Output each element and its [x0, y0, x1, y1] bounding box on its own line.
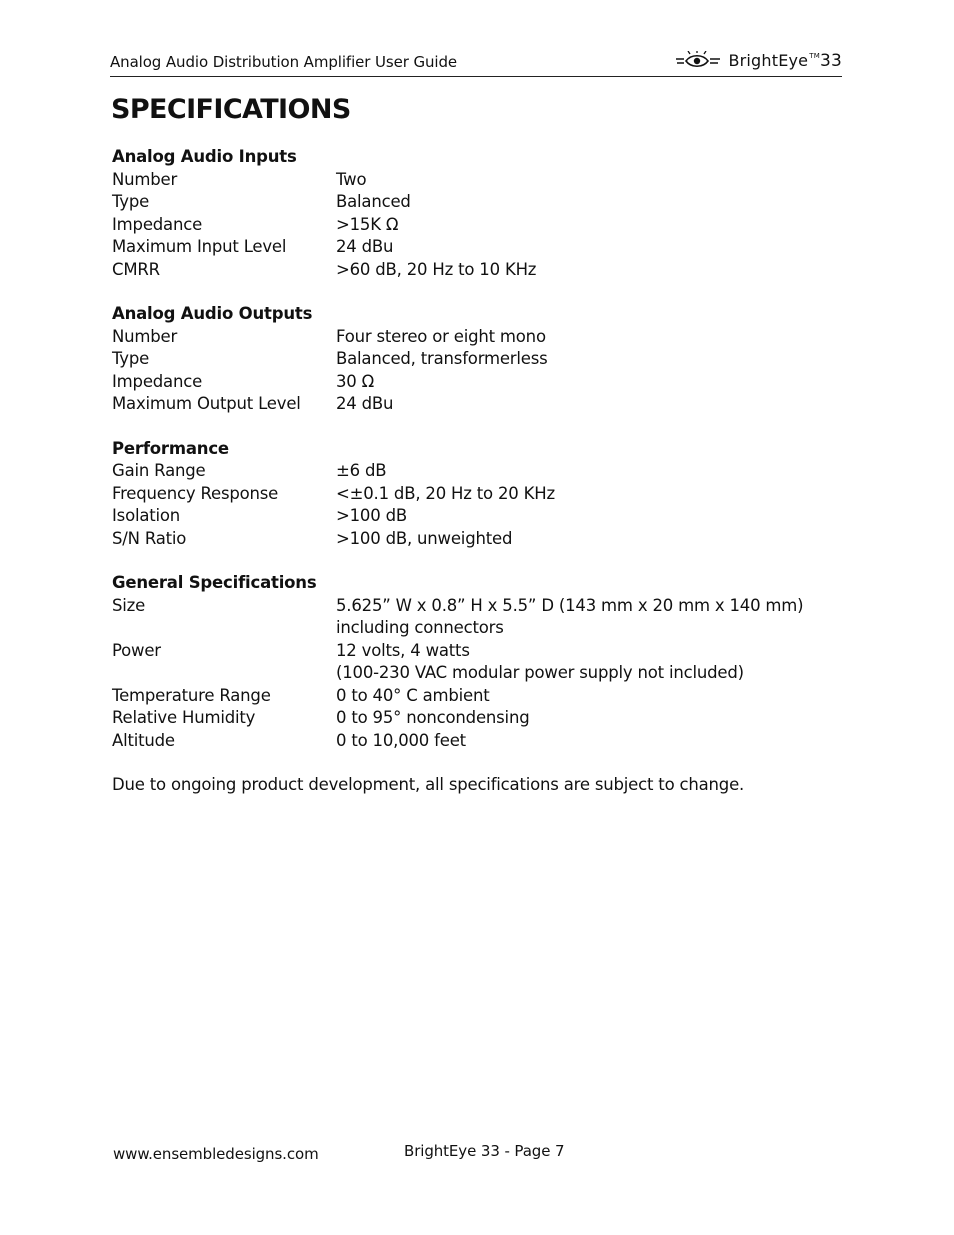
spec-label: Type — [112, 192, 150, 211]
spec-row — [112, 685, 812, 708]
spec-label: Impedance — [112, 214, 203, 234]
spec-row — [112, 483, 812, 506]
spec-label: Relative Humidity — [112, 708, 256, 727]
footer-website: www.ensembledesigns.com — [113, 1145, 319, 1163]
spec-value-line: 0 to 40° C ambient — [336, 685, 490, 705]
spec-row — [112, 707, 812, 730]
spec-label: Maximum Input Level — [112, 237, 287, 256]
spec-section — [112, 303, 812, 416]
section-heading: General Specifications — [112, 573, 317, 592]
spec-value-line: ±6 dB — [336, 461, 387, 480]
spec-row — [112, 505, 812, 528]
spec-row — [112, 169, 812, 192]
page-header — [110, 46, 842, 77]
spec-value — [336, 393, 812, 416]
eye-logo-icon — [674, 51, 722, 71]
spec-value-line: >60 dB, 20 Hz to 10 KHz — [336, 259, 537, 279]
spec-value — [336, 685, 812, 708]
spec-row — [112, 393, 812, 416]
disclaimer-note: Due to ongoing product development, all specifications are subject to change. — [112, 775, 745, 794]
spec-value — [336, 169, 812, 192]
spec-section — [112, 438, 812, 551]
spec-value — [336, 528, 812, 551]
section-heading: Performance — [112, 438, 229, 458]
spec-label: Number — [112, 169, 178, 189]
spec-label: Number — [112, 326, 178, 346]
spec-value — [336, 191, 812, 214]
spec-value — [336, 259, 812, 282]
spec-label: CMRR — [112, 259, 160, 279]
spec-row — [112, 460, 812, 483]
spec-value-line: 30 Ω — [336, 371, 375, 391]
spec-value-line: <±0.1 dB, 20 Hz to 20 KHz — [336, 483, 555, 503]
spec-row — [112, 528, 812, 551]
spec-value — [336, 371, 812, 394]
section-heading: Analog Audio Inputs — [112, 147, 297, 166]
spec-row — [112, 730, 812, 753]
spec-label: S/N Ratio — [112, 528, 187, 548]
spec-section — [112, 572, 812, 752]
spec-value — [336, 214, 812, 237]
spec-row — [112, 191, 812, 214]
spec-value-line: 5.625” W x 0.8” H x 5.5” D (143 mm x 20 mm x 140 mm) — [336, 595, 804, 615]
spec-value-line: Two — [336, 169, 367, 189]
spec-row — [112, 259, 812, 282]
spec-value — [336, 348, 812, 371]
spec-section — [112, 146, 812, 281]
spec-label: Impedance — [112, 371, 203, 391]
spec-row — [112, 371, 812, 394]
spec-value — [336, 505, 812, 528]
spec-label: Type — [112, 349, 150, 368]
spec-value-line: 24 dBu — [336, 237, 394, 256]
footer-page-label: BrightEye 33 - Page 7 — [404, 1142, 565, 1160]
specifications-content — [112, 146, 812, 797]
spec-value — [336, 730, 812, 753]
spec-value-line: 24 dBu — [336, 394, 394, 413]
spec-label: Power — [112, 640, 161, 660]
spec-value-line: Four stereo or eight mono — [336, 326, 546, 346]
spec-row — [112, 640, 812, 685]
spec-value-line: including connectors — [336, 618, 504, 637]
spec-value-line: (100-230 VAC modular power supply not included) — [336, 663, 744, 682]
spec-label: Isolation — [112, 506, 181, 525]
spec-row — [112, 595, 812, 640]
spec-value-line: 0 to 95° noncondensing — [336, 708, 530, 727]
spec-value-line: >100 dB — [336, 506, 407, 525]
spec-row — [112, 348, 812, 371]
spec-value — [336, 483, 812, 506]
spec-label: Size — [112, 595, 146, 615]
document-title: Analog Audio Distribution Amplifier User Guide — [110, 53, 458, 71]
spec-row — [112, 326, 812, 349]
spec-value-line: 12 volts, 4 watts — [336, 640, 470, 660]
spec-label: Frequency Response — [112, 483, 279, 503]
brand-logo — [674, 50, 842, 72]
spec-row — [112, 214, 812, 237]
spec-value-line: Balanced — [336, 192, 411, 211]
spec-value — [336, 640, 812, 685]
section-heading: Analog Audio Outputs — [112, 304, 313, 323]
page-title: SPECIFICATIONS — [111, 94, 351, 125]
spec-label: Altitude — [112, 730, 175, 750]
spec-value-line: >100 dB, unweighted — [336, 528, 513, 548]
spec-value-line: Balanced, transformerless — [336, 349, 548, 368]
spec-label: Maximum Output Level — [112, 394, 301, 413]
spec-value — [336, 236, 812, 259]
brand-name: BrightEye™33 — [728, 51, 842, 71]
spec-value — [336, 707, 812, 730]
spec-row — [112, 236, 812, 259]
spec-value — [336, 326, 812, 349]
spec-value-line: >15K Ω — [336, 214, 399, 234]
spec-value — [336, 460, 812, 483]
spec-label: Temperature Range — [112, 685, 271, 705]
spec-value — [336, 595, 812, 640]
spec-value-line: 0 to 10,000 feet — [336, 730, 466, 750]
spec-label: Gain Range — [112, 461, 206, 480]
